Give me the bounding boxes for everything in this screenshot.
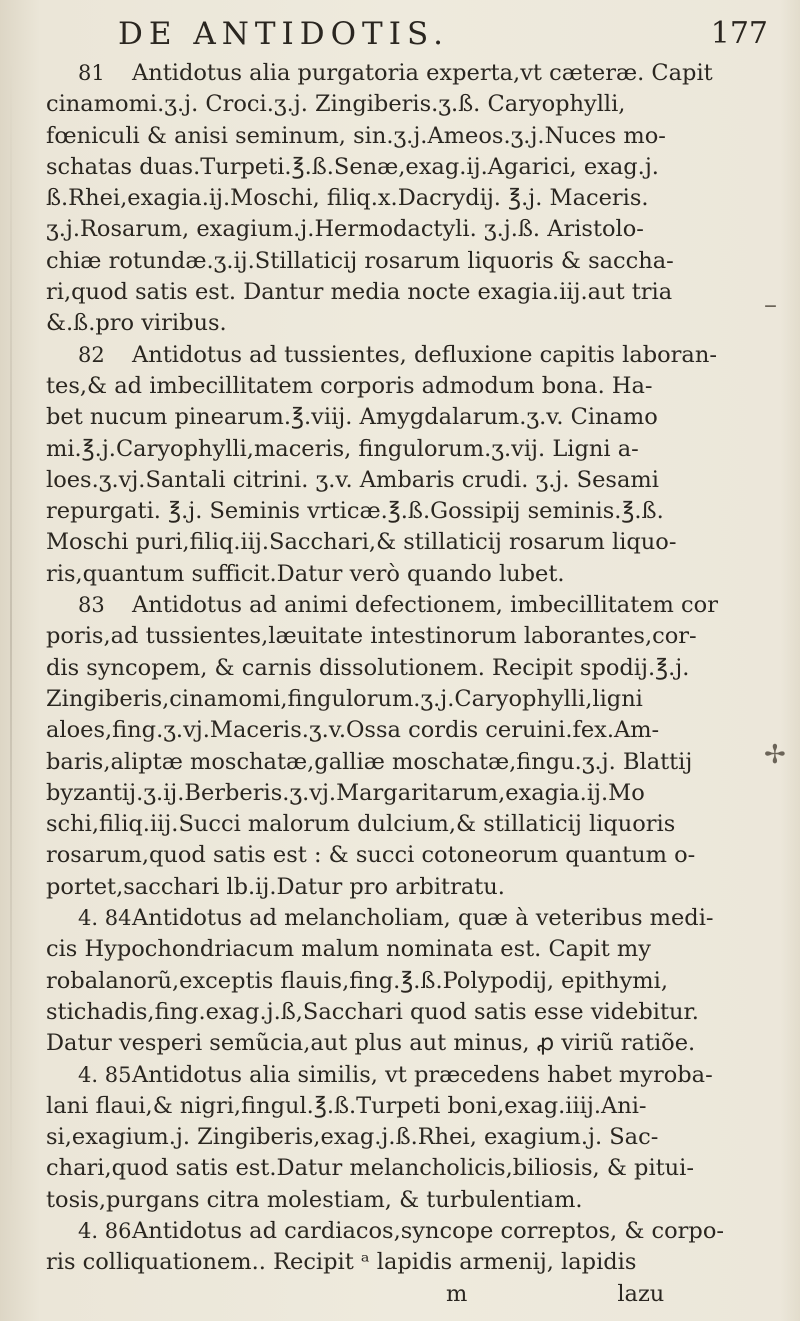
page-header — [118, 14, 768, 54]
text-line — [46, 903, 786, 934]
text-line — [46, 778, 786, 809]
text-line — [46, 840, 786, 871]
text-line — [46, 183, 786, 214]
line-text: portet,sacchari lb.ij.Datur pro arbitratu. — [46, 873, 505, 900]
text-line — [46, 527, 786, 558]
line-text: Antidotus ad melancholiam, quæ à veteribus medi- — [132, 905, 714, 932]
margin-mark-dash: – — [764, 290, 777, 320]
line-text: schi,filiq.iij.Succi malorum dulcium,& stillaticij liquoris — [46, 811, 676, 838]
text-line — [46, 340, 786, 371]
line-text: cinamomi.ʒ.j. Croci.ʒ.j. Zingiberis.ʒ.ß. Caryophylli, — [46, 91, 626, 118]
line-text: ri,quod satis est. Dantur media nocte exagia.iij.aut tria — [46, 279, 673, 306]
line-text: fœniculi & anisi seminum, sin.ʒ.j.Ameos.ʒ.j.Nuces mo- — [46, 122, 666, 149]
line-text: rosarum,quod satis est : & succi cotoneorum quantum o- — [46, 842, 696, 869]
text-line — [46, 1028, 786, 1059]
text-line — [46, 997, 786, 1028]
line-text: schatas duas.Turpeti.℥.ß.Senæ,exag.ij.Agarici, exag.j. — [46, 153, 659, 180]
entry-number: 81 — [78, 61, 105, 85]
text-line — [46, 809, 786, 840]
line-text: ris,quantum sufficit.Datur verò quando lubet. — [46, 560, 565, 587]
line-text: chiæ rotundæ.ʒ.ij.Stillaticij rosarum liquoris & saccha- — [46, 247, 674, 274]
line-text: ʒ.j.Rosarum, exagium.j.Hermodactyli. ʒ.j.ß. Aristolo- — [46, 216, 644, 243]
line-text: Antidotus ad tussientes, defluxione capitis laboran- — [132, 341, 717, 368]
margin-mark-fleuron: ✢ — [764, 740, 786, 770]
text-line — [46, 1185, 786, 1216]
line-text: Antidotus alia similis, vt præcedens habet myroba- — [132, 1061, 713, 1088]
catchword: lazu — [617, 1280, 665, 1307]
line-text: stichadis,fing.exag.j.ß,Sacchari quod satis esse videbitur. — [46, 998, 699, 1025]
text-line — [46, 934, 786, 965]
line-text: mi.℥.j.Caryophylli,maceris, fingulorum.ʒ.vij. Ligni a- — [46, 435, 639, 462]
line-text: dis syncopem, & carnis dissolutionem. Recipit spodij.℥.j. — [46, 654, 690, 681]
entry-number: 4. 85 — [78, 1062, 132, 1087]
line-text: ß.Rhei,exagia.ij.Moschi, filiq.x.Dacrydij. ℥.j. Maceris. — [46, 185, 649, 212]
text-line — [46, 715, 786, 746]
line-text: tes,& ad imbecillitatem corporis admodum bona. Ha- — [46, 372, 653, 399]
entry-number: 4. 84 — [78, 906, 132, 931]
text-line — [46, 872, 786, 903]
line-text: Antidotus ad cardiacos,syncope correptos, & corpo- — [132, 1217, 724, 1244]
entry-number: 82 — [78, 342, 105, 367]
text-line — [46, 465, 786, 496]
text-line — [46, 1216, 786, 1247]
line-text: aloes,fing.ʒ.vj.Maceris.ʒ.v.Ossa cordis ceruini.fex.Am- — [46, 717, 660, 744]
text-line — [46, 277, 786, 308]
line-text: Datur vesperi semũcia,aut plus aut minus, ꝓ viriũ ratiõe. — [46, 1030, 696, 1057]
running-title: DE ANTIDOTIS. — [118, 16, 449, 52]
line-text: bet nucum pinearum.℥.viij. Amygdalarum.ʒ.v. Cinamo — [46, 404, 658, 431]
text-line — [46, 1091, 786, 1122]
text-line — [46, 747, 786, 778]
line-text: baris,aliptæ moschatæ,galliæ moschatæ,fingu.ʒ.j. Blattij — [46, 748, 693, 775]
line-text: poris,ad tussientes,læuitate intestinorum laborantes,cor- — [46, 623, 697, 650]
line-text: Zingiberis,cinamomi,fingulorum.ʒ.j.Caryophylli,ligni — [46, 685, 643, 712]
text-line — [46, 559, 786, 590]
text-line — [46, 653, 786, 684]
signature-mark: m — [446, 1280, 468, 1307]
entry-number: 4. 86 — [78, 1218, 132, 1243]
text-body — [46, 58, 786, 1310]
text-line — [46, 152, 786, 183]
inner-margin-shadow — [10, 60, 12, 1210]
line-text: lani flaui,& nigri,fingul.℥.ß.Turpeti boni,exag.iiij.Ani- — [46, 1092, 647, 1119]
line-text: Antidotus alia purgatoria experta,vt cæteræ. Capit — [132, 60, 713, 86]
text-line — [46, 308, 786, 339]
text-line — [46, 966, 786, 997]
line-text: Moschi puri,filiq.iij.Sacchari,& stillaticij rosarum liquo- — [46, 529, 677, 556]
text-line — [46, 1122, 786, 1153]
line-text: cis Hypochondriacum malum nominata est. Capit my — [46, 936, 651, 963]
text-line — [46, 621, 786, 652]
line-text: tosis,purgans citra molestiam, & turbulentiam. — [46, 1186, 583, 1213]
line-text: Antidotus ad animi defectionem, imbecillitatem cor — [132, 592, 718, 619]
text-line — [46, 89, 786, 120]
entry-number: 83 — [78, 593, 105, 618]
text-line — [46, 214, 786, 245]
line-text: ris colliquationem.. Recipit ᵃ lapidis armenij, lapidis — [46, 1249, 637, 1276]
text-line — [46, 1279, 786, 1310]
text-line — [46, 402, 786, 433]
text-line — [46, 371, 786, 402]
text-line — [46, 1153, 786, 1184]
text-line — [46, 590, 786, 621]
page-number: 177 — [710, 16, 768, 51]
text-line — [46, 1060, 786, 1091]
line-text: repurgati. ℥.j. Seminis vrticæ.℥.ß.Gossipij seminis.℥.ß. — [46, 498, 664, 525]
text-line — [46, 121, 786, 152]
text-line — [46, 496, 786, 527]
line-text: robalanorũ,exceptis flauis,fing.℥.ß.Polypodij, epithymi, — [46, 967, 668, 994]
text-line — [46, 1247, 786, 1278]
text-line — [46, 434, 786, 465]
line-text: si,exagium.j. Zingiberis,exag.j.ß.Rhei, exagium.j. Sac- — [46, 1124, 659, 1151]
text-line — [46, 58, 786, 89]
text-line — [46, 684, 786, 715]
line-text: byzantij.ʒ.ij.Berberis.ʒ.vj.Margaritarum,exagia.ij.Mo — [46, 779, 645, 806]
line-text: loes.ʒ.vj.Santali citrini. ʒ.v. Ambaris crudi. ʒ.j. Sesami — [46, 466, 659, 493]
line-text: chari,quod satis est.Datur melancholicis,biliosis, & pitui- — [46, 1155, 694, 1182]
text-line — [46, 246, 786, 277]
line-text: &.ß.pro viribus. — [46, 310, 227, 337]
